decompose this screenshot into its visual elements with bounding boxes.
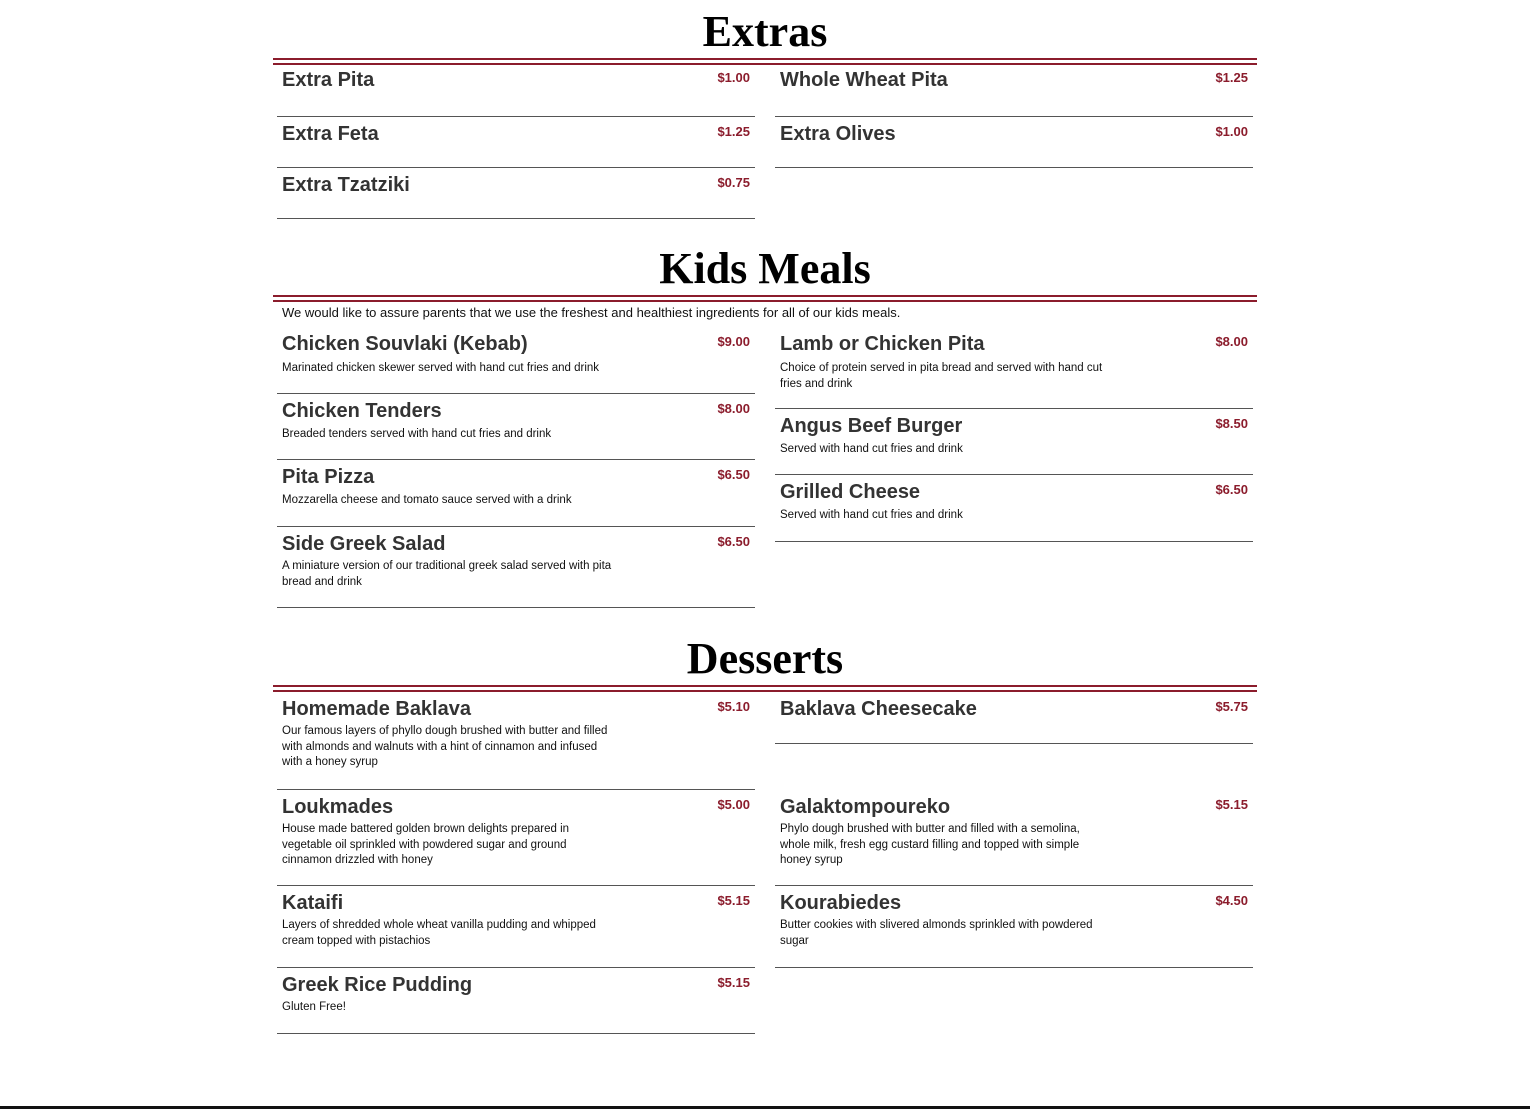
item-price: $5.10 [717,699,750,714]
item-description: Layers of shredded whole wheat vanilla pudding and whipped cream topped with pistachios [282,919,596,947]
item-description: Our famous layers of phyllo dough brushed with butter and filled with almonds and walnuts with a hint of cinnamon and infused with a honey syrup [282,725,608,768]
menu-item[interactable] [277,327,755,394]
section-title-kids-meals: Kids Meals [659,244,871,293]
desserts-right-column [775,692,1253,968]
kids-left-column [277,327,755,608]
menu-item[interactable] [277,886,755,968]
item-price: $5.15 [717,975,750,990]
menu-item[interactable] [775,327,1253,409]
item-description: Served with hand cut fries and drink [780,443,963,455]
item-name: Homemade Baklava [282,698,471,720]
item-name: Whole Wheat Pita [780,69,948,91]
menu-item[interactable] [775,790,1253,886]
menu-item[interactable] [277,692,755,790]
item-name: Loukmades [282,796,394,818]
item-name: Extra Feta [282,123,379,145]
item-name: Baklava Cheesecake [780,698,977,720]
item-name: Grilled Cheese [780,481,921,503]
menu-item[interactable] [775,117,1253,168]
menu-item[interactable] [277,968,755,1034]
menu-item[interactable] [277,168,755,219]
item-description: Choice of protein served in pita bread and served with hand cut fries and drink [780,362,1103,390]
menu-item[interactable] [775,692,1253,744]
item-price: $8.50 [1215,416,1248,431]
menu-item[interactable] [277,790,755,886]
menu-item[interactable] [277,117,755,168]
item-price: $9.00 [717,334,750,349]
item-name: Lamb or Chicken Pita [780,333,985,355]
item-price: $1.00 [1215,124,1248,139]
item-price: $4.50 [1215,893,1248,908]
extras-left-column [277,63,755,219]
item-description: Gluten Free! [282,1001,346,1013]
item-description: Phylo dough brushed with butter and filled with a semolina, whole milk, fresh egg custard filling and topped with simple honey syrup [780,823,1080,866]
section-kids-meals [273,243,1257,613]
item-name: Chicken Souvlaki (Kebab) [282,333,528,355]
item-price: $6.50 [717,534,750,549]
item-name: Chicken Tenders [282,400,442,422]
menu-item[interactable] [775,409,1253,475]
item-name: Galaktompoureko [780,796,951,818]
item-price: $1.00 [717,70,750,85]
item-price: $1.25 [717,124,750,139]
section-divider [273,295,1257,302]
desserts-left-column [277,692,755,1034]
section-extras [273,6,1257,226]
item-description: House made battered golden brown delights prepared in vegetable oil sprinkled with powdered sugar and ground cinnamon drizzled with honey [282,823,570,866]
item-description: Breaded tenders served with hand cut fries and drink [282,428,552,440]
item-description: Butter cookies with slivered almonds sprinkled with powdered sugar [780,919,1093,947]
column-spacer [775,744,1253,790]
item-price: $0.75 [717,175,750,190]
item-description: Served with hand cut fries and drink [780,509,963,521]
item-name: Extra Tzatziki [282,174,410,196]
menu-item[interactable] [277,394,755,460]
item-name: Pita Pizza [282,466,375,488]
item-description: A miniature version of our traditional greek salad served with pita bread and drink [282,560,612,588]
item-price: $5.75 [1215,699,1248,714]
item-description: Mozzarella cheese and tomato sauce served with a drink [282,494,572,506]
item-price: $8.00 [1215,334,1248,349]
section-title-desserts: Desserts [686,634,844,683]
item-price: $1.25 [1215,70,1248,85]
item-name: Extra Pita [282,69,375,91]
item-name: Angus Beef Burger [780,415,963,437]
menu-item[interactable] [775,886,1253,968]
item-name: Extra Olives [780,123,896,145]
item-name: Kourabiedes [780,892,902,914]
item-price: $5.15 [1215,797,1248,812]
section-divider [273,685,1257,692]
extras-right-column [775,63,1253,168]
menu-item[interactable] [775,63,1253,117]
item-price: $6.50 [1215,482,1248,497]
item-price: $8.00 [717,401,750,416]
kids-right-column [775,327,1253,542]
item-price: $5.15 [717,893,750,908]
menu-item[interactable] [775,475,1253,542]
section-intro: We would like to assure parents that we use the freshest and healthiest ingredients for all of our kids meals. [282,305,901,320]
item-name: Greek Rice Pudding [282,974,473,996]
item-price: $5.00 [717,797,750,812]
item-description: Marinated chicken skewer served with hand cut fries and drink [282,362,600,374]
section-title-extras: Extras [702,7,828,56]
menu-item[interactable] [277,63,755,117]
item-price: $6.50 [717,467,750,482]
section-desserts [273,633,1257,1038]
menu-item[interactable] [277,527,755,608]
item-name: Kataifi [282,892,344,914]
item-name: Side Greek Salad [282,533,446,555]
menu-item[interactable] [277,460,755,527]
